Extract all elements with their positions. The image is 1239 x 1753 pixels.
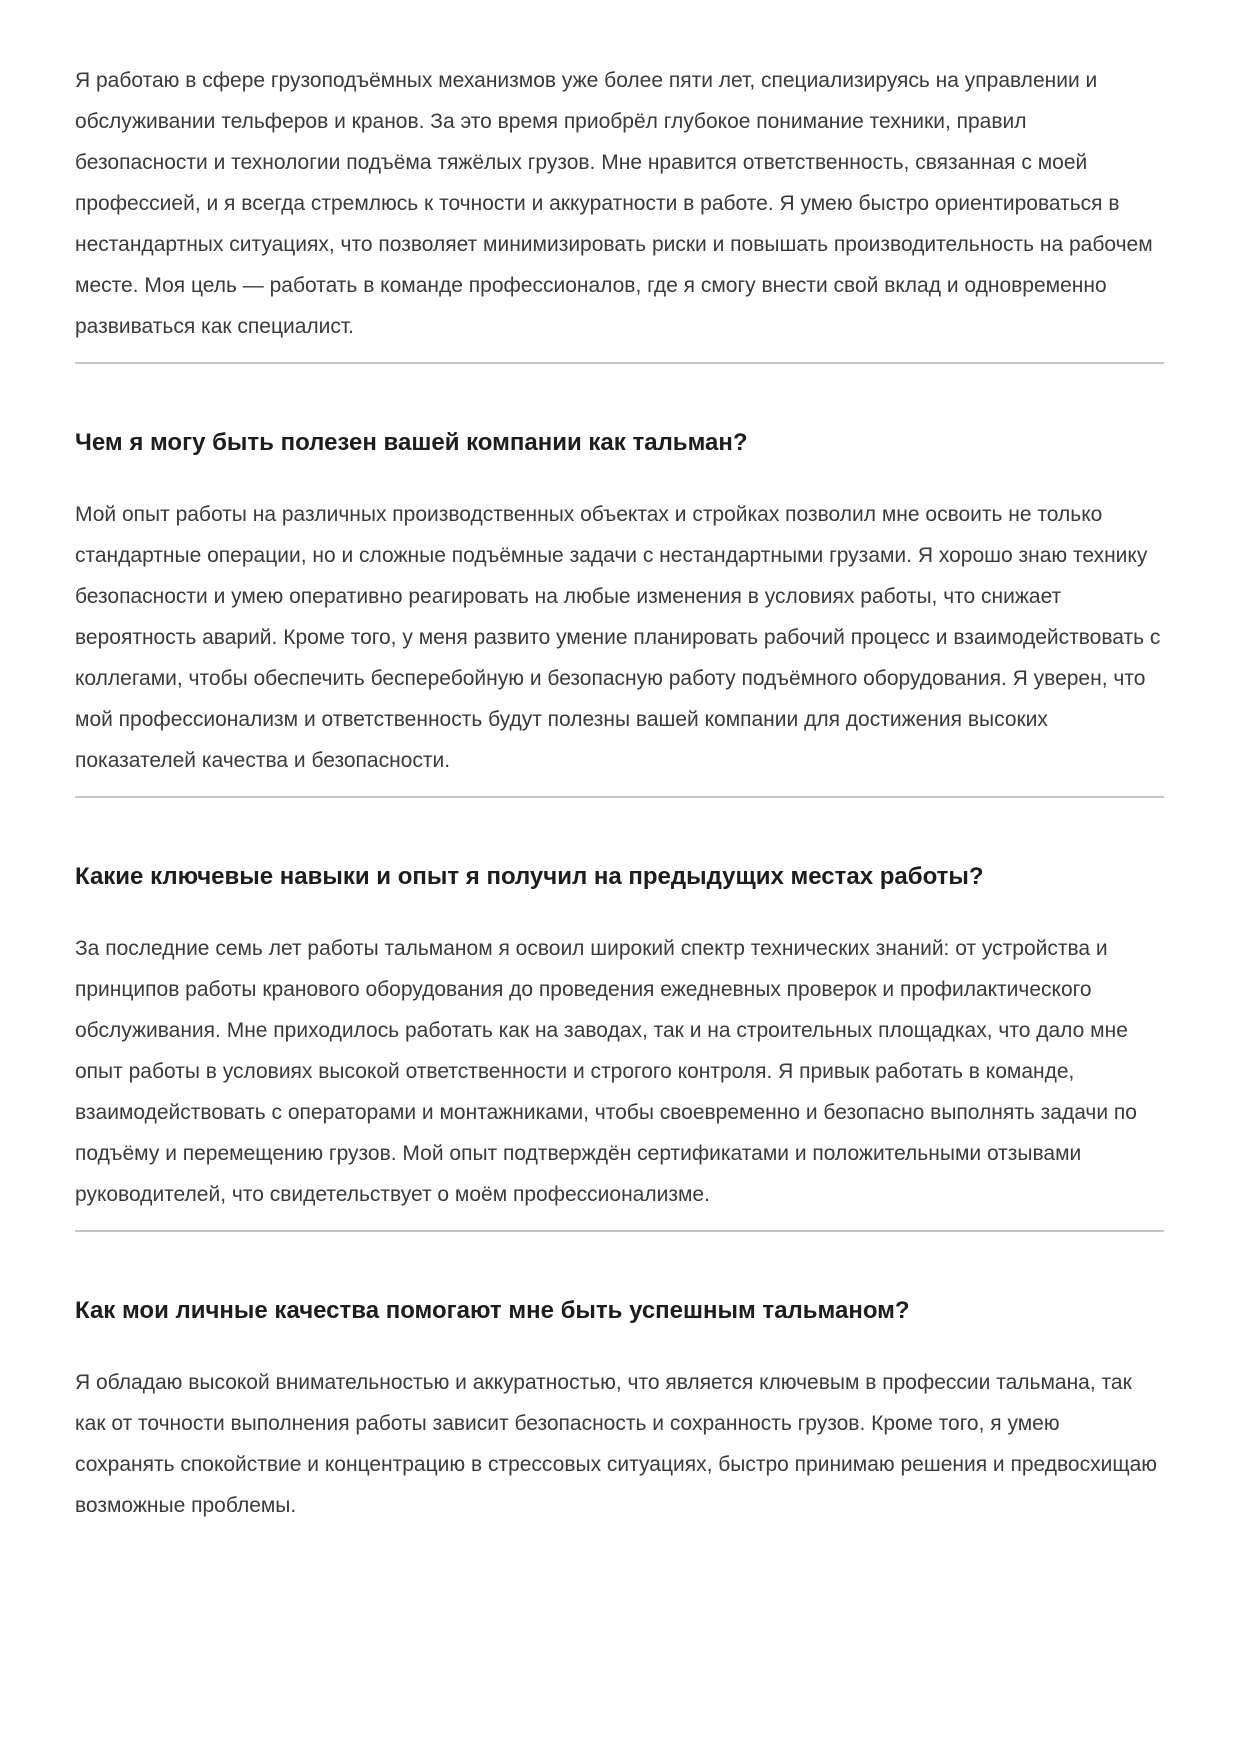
qa-section-personal-qualities: [75, 1230, 1164, 1526]
section-heading: Какие ключевые навыки и опыт я получил на предыдущих местах работы?: [75, 863, 984, 890]
section-divider: [75, 362, 1164, 364]
section-divider: [75, 1230, 1164, 1232]
intro-section: [75, 60, 1164, 347]
qa-section-skills: [75, 796, 1164, 1215]
section-paragraph: За последние семь лет работы тальманом я освоил широкий спектр технических знаний: от устройства и принципов работы кранового оборудования до проведения ежедневных проверок и профилактического обслуживания. Мне приходилось работать как на заводах, так и на строительных площадках, что дало мне опыт работы в условиях высокой ответственности и строгого контроля. Я привык работать в команде, взаимодействовать с операторами и монтажниками, чтобы своевременно и безопасно выполнять задачи по подъёму и перемещению грузов. Мой опыт подтверждён сертификатами и положительными отзывами руководителей, что свидетельствует о моём профессионализме.: [75, 937, 1137, 1206]
section-divider: [75, 796, 1164, 798]
section-heading: Чем я могу быть полезен вашей компании как тальман?: [75, 429, 748, 456]
section-heading: Как мои личные качества помогают мне быть успешным тальманом?: [75, 1297, 910, 1324]
section-paragraph: Мой опыт работы на различных производственных объектах и стройках позволил мне освоить не только стандартные операции, но и сложные подъёмные задачи с нестандартными грузами. Я хорошо знаю технику безопасности и умею оперативно реагировать на любые изменения в условиях работы, что снижает вероятность аварий. Кроме того, у меня развито умение планировать рабочий процесс и взаимодействовать с коллегами, чтобы обеспечить бесперебойную и безопасную работу подъёмного оборудования. Я уверен, что мой профессионализм и ответственность будут полезны вашей компании для достижения высоких показателей качества и безопасности.: [75, 503, 1161, 772]
section-paragraph: Я обладаю высокой внимательностью и аккуратностью, что является ключевым в профессии тальмана, так как от точности выполнения работы зависит безопасность и сохранность грузов. Кроме того, я умею сохранять спокойствие и концентрацию в стрессовых ситуациях, быстро принимаю решения и предвосхищаю возможные проблемы.: [75, 1371, 1158, 1517]
intro-paragraph: Я работаю в сфере грузоподъёмных механизмов уже более пяти лет, специализируясь на управлении и обслуживании тельферов и кранов. За это время приобрёл глубокое понимание техники, правил безопасности и технологии подъёма тяжёлых грузов. Мне нравится ответственность, связанная с моей профессией, и я всегда стремлюсь к точности и аккуратности в работе. Я умею быстро ориентироваться в нестандартных ситуациях, что позволяет минимизировать риски и повышать производительность на рабочем месте. Моя цель — работать в команде профессионалов, где я смогу внести свой вклад и одновременно развиваться как специалист.: [75, 69, 1153, 338]
qa-section-usefulness: [75, 362, 1164, 781]
